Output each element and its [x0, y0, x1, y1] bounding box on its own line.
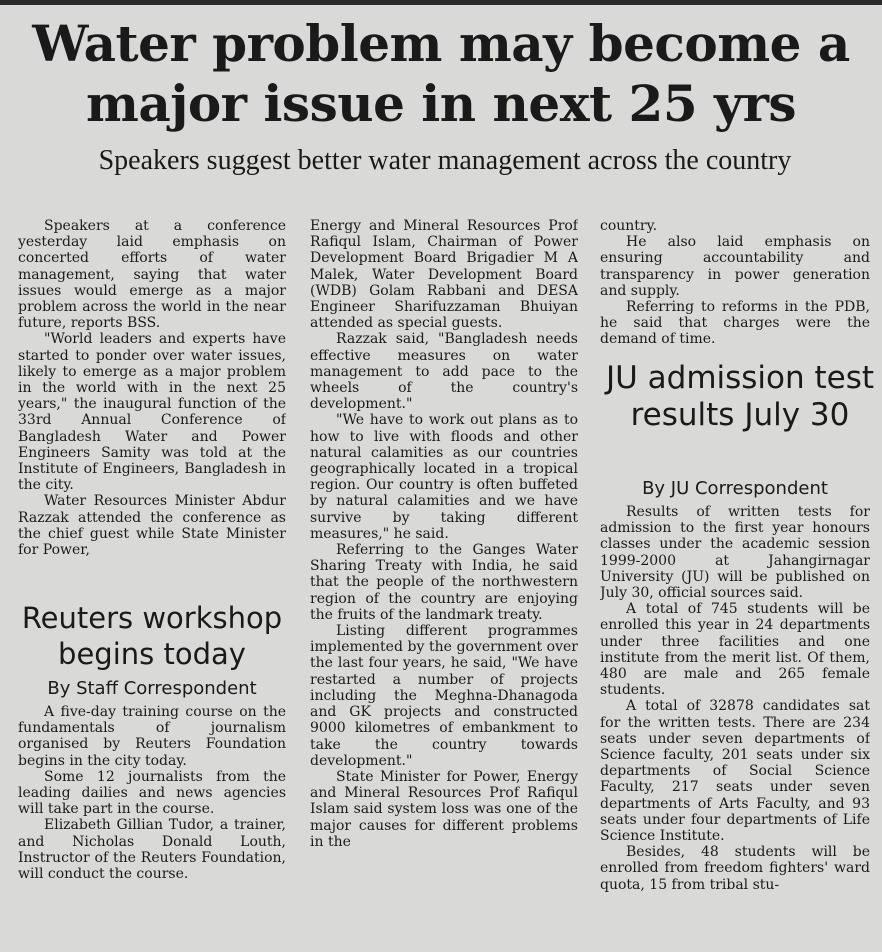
reuters-paragraph: Elizabeth Gillian Tudor, a trainer, and Nicholas Donald Louth, Instructor of the Reuters Foundation, will conduct the course. — [18, 817, 286, 883]
article-paragraph: country. — [600, 218, 658, 234]
ju-paragraph: Besides, 48 students will be enrolled from freedom fighters' ward quota, 15 from tribal stu- — [600, 844, 870, 893]
article-paragraph: State Minister for Power, Energy and Mineral Resources Prof Rafiqul Islam said system loss was one of the major causes for different problems in the — [310, 768, 578, 850]
ju-byline: By JU Correspondent — [642, 478, 828, 499]
article-paragraph: Referring to reforms in the PDB, he said that charges were the demand of time. — [600, 299, 870, 348]
article-column-2 — [310, 218, 578, 952]
ju-paragraph: A total of 32878 candidates sat for the written tests. There are 234 seats under seven departments of Science faculty, 201 seats under six departments of Social Science Faculty, 217 seats under seven departments of Arts Faculty, and 93 seats under four departments of Life Science Institute. — [600, 698, 870, 845]
article-paragraph: Referring to the Ganges Water Sharing Treaty with India, he said that the people of the northwestern region of the country are enjoying the fruits of the landmark treaty. — [310, 542, 578, 623]
article-paragraph: Water Resources Minister Abdur Razzak attended the conference as the chief guest while State Minister for Power, — [18, 493, 286, 559]
reuters-body — [18, 704, 286, 952]
main-subheadline: Speakers suggest better water management across the country — [98, 145, 792, 176]
article-paragraph: "We have to work out plans as to how to live with floods and other natural calamities as our countries geographically located in a tropical region. Our country is often buffeted by natural calamities and we have survive by taking different measures," he said. — [310, 412, 578, 542]
article-paragraph: Speakers at a conference yesterday laid emphasis on concerted efforts of water management, saying that water issues would emerge as a major problem across the world in the near future, reports BSS. — [18, 218, 286, 332]
article-paragraph: He also laid emphasis on ensuring accountability and transparency in power generation and supply. — [600, 234, 870, 299]
reuters-headline: Reuters workshop begins today — [21, 601, 283, 671]
ju-body — [600, 504, 870, 952]
reuters-paragraph: A five-day training course on the fundamentals of journalism organised by Reuters Foundation begins in the city today. — [18, 704, 286, 769]
article-column-3 — [600, 218, 870, 348]
ju-paragraph: A total of 745 students will be enrolled this year in 24 departments under three facilities and one institute from the merit list. Of them, 480 are male and 265 female students. — [600, 601, 870, 699]
article-column-1 — [18, 218, 286, 598]
article-paragraph: "World leaders and experts have started to ponder over water issues, likely to emerge as a major problem in the world with in the next 25 years," the inaugural function of the 33rd Annual Conference of Bangladesh Water and Power Engineers Samity was told at the Institute of Engineers, Bangladesh in the city. — [18, 331, 286, 494]
ju-headline: JU admission test results July 30 — [605, 360, 875, 433]
ju-paragraph: Results of written tests for admission to the first year honours classes under the academic session 1999-2000 at Jahangirnagar University (JU) will be published on July 30, official sources said. — [600, 504, 870, 602]
article-paragraph: Razzak said, "Bangladesh needs effective measures on water management to add pace to the wheels of the country's development." — [310, 331, 578, 413]
article-paragraph: Energy and Mineral Resources Prof Rafiqul Islam, Chairman of Power Development Board Brigadier M A Malek, Water Development Board (WDB) Golam Rabbani and DESA Engineer Sharifuzzaman Bhuiyan attended as special guests. — [310, 218, 578, 332]
article-paragraph: Listing different programmes implemented by the government over the last four years, he said, "We have restarted a number of projects including the Meghna-Dhanagoda and GK projects and constructed 9000 kilometres of embankment to take the country towards development." — [310, 623, 578, 769]
page-top-rule — [0, 0, 882, 5]
main-headline: Water problem may become a major issue in next 25 yrs — [32, 14, 850, 133]
reuters-paragraph: Some 12 journalists from the leading dailies and news agencies will take part in the course. — [18, 768, 286, 818]
reuters-byline: By Staff Correspondent — [47, 678, 257, 699]
